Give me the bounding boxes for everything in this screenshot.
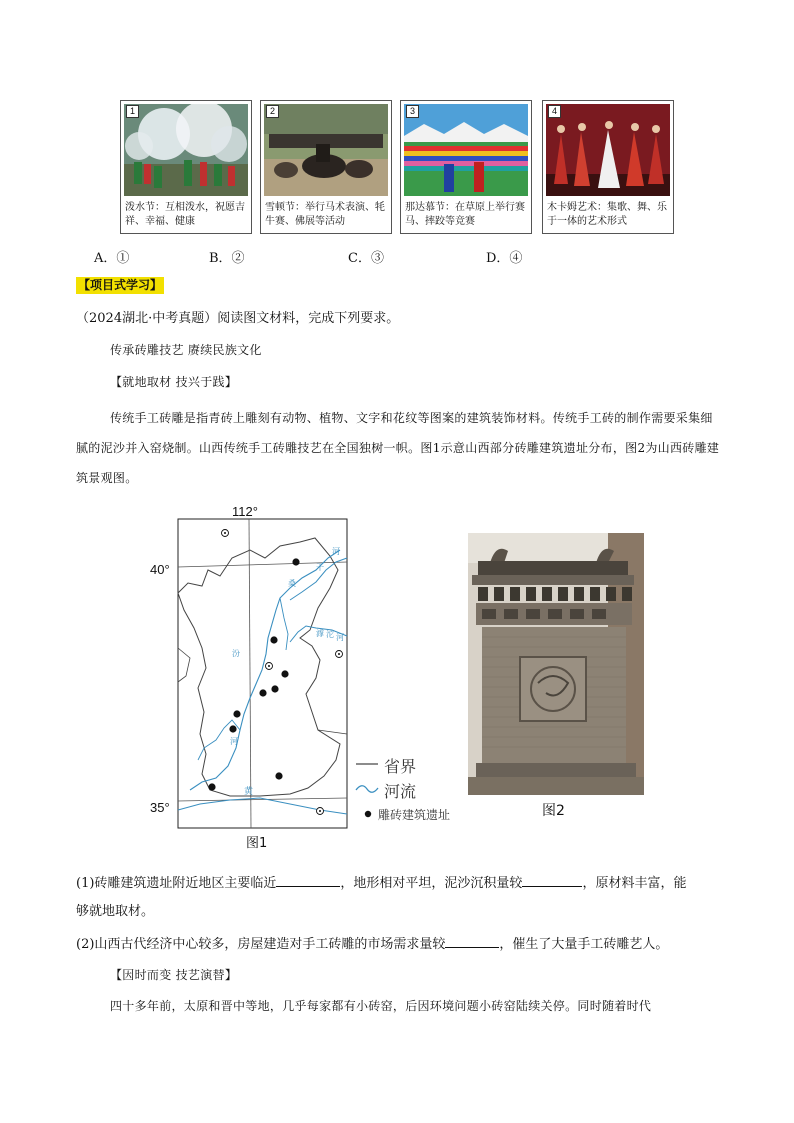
- river-label: 桑: [288, 579, 296, 588]
- card-number: 1: [126, 105, 139, 118]
- intro-text: （2024湖北·中考真题）阅读图文材料，完成下列要求。: [76, 311, 400, 326]
- muqam-dance-photo: [546, 104, 670, 196]
- latitude-35-label: 35°: [150, 800, 170, 815]
- option-a[interactable]: A．①: [94, 251, 130, 266]
- river-label: 干: [316, 563, 324, 572]
- festival-card-2: [260, 100, 392, 234]
- figure-2-caption: 图2: [542, 803, 565, 819]
- legend-boundary: 省界: [384, 757, 417, 776]
- river-label: 黄: [244, 787, 254, 797]
- option-d[interactable]: D．④: [486, 251, 523, 266]
- material-title: 传承砖雕技艺 赓续民族文化: [110, 343, 262, 357]
- answer-blank-3[interactable]: [445, 934, 499, 948]
- paragraph-2: 四十多年前，太原和晋中等地，几乎每家都有小砖窑，后因环境问题小砖窑陆续关停。同时随着时代: [110, 999, 652, 1013]
- figure-1-caption: 图1: [246, 836, 268, 851]
- answer-blank-1[interactable]: [276, 873, 340, 887]
- card-number: 4: [548, 105, 561, 118]
- latitude-40-label: 40°: [150, 562, 170, 577]
- legend-river: 河流: [384, 782, 417, 801]
- card-caption: 雪顿节：举行马术表演、牦牛赛、佛展等活动: [265, 202, 385, 227]
- question-1: (1)砖雕建筑遗址附近地区主要临近 ，地形相对平坦，泥沙沉积量较 ，原材料丰富，能: [76, 873, 736, 893]
- figure-1-map: [140, 498, 480, 850]
- card-caption: 那达慕节：在草原上举行赛马、摔跤等竞赛: [405, 202, 525, 227]
- yak-race-photo: [264, 104, 388, 196]
- figure-2-photo: [468, 533, 644, 795]
- naadam-photo: [404, 104, 528, 196]
- river-label: 河: [336, 633, 344, 642]
- option-b[interactable]: B．②: [209, 251, 245, 266]
- legend-site: 雕砖建筑遗址: [378, 808, 451, 822]
- card-number: 3: [406, 105, 419, 118]
- festival-card-1: [120, 100, 252, 234]
- card-caption: 木卡姆艺术：集歌、舞、乐于一体的艺术形式: [547, 202, 667, 227]
- festival-card-4: [542, 100, 674, 234]
- river-label: 河: [230, 737, 238, 746]
- water-splashing-photo: [124, 104, 248, 196]
- answer-blank-2[interactable]: [522, 873, 582, 887]
- longitude-label: 112°: [232, 504, 258, 519]
- river-label: 滹: [316, 629, 324, 638]
- option-c[interactable]: C．③: [348, 251, 384, 266]
- question-2: (2)山西古代经济中心较多，房屋建造对手工砖雕的市场需求量较 ，催生了大量手工砖雕艺人。: [76, 934, 736, 954]
- subheading-2: 【因时而变 技艺演替】: [110, 968, 238, 982]
- river-label: 沱: [326, 630, 334, 639]
- section-tag: 【项目式学习】: [78, 278, 163, 292]
- subheading-1: 【就地取材 技兴于践】: [110, 375, 238, 389]
- river-label: 汾: [232, 649, 240, 658]
- question-1-cont: 够就地取材。: [76, 904, 155, 919]
- river-label: 河: [332, 547, 340, 556]
- festival-card-3: [400, 100, 532, 234]
- card-number: 2: [266, 105, 279, 118]
- card-caption: 泼水节：互相泼水，祝愿吉祥、幸福、健康: [125, 202, 245, 227]
- paragraph-1: 传统手工砖雕是指青砖上雕刻有动物、植物、文字和花纹等图案的建筑装饰材料。传统手工砖的制作需要采集细腻的泥沙并入窑烧制。山西传统手工砖雕技艺在全国独树一帜。图1示意山西部分砖雕建筑遗址分布，图2为山西砖雕建筑景观图。: [76, 411, 720, 485]
